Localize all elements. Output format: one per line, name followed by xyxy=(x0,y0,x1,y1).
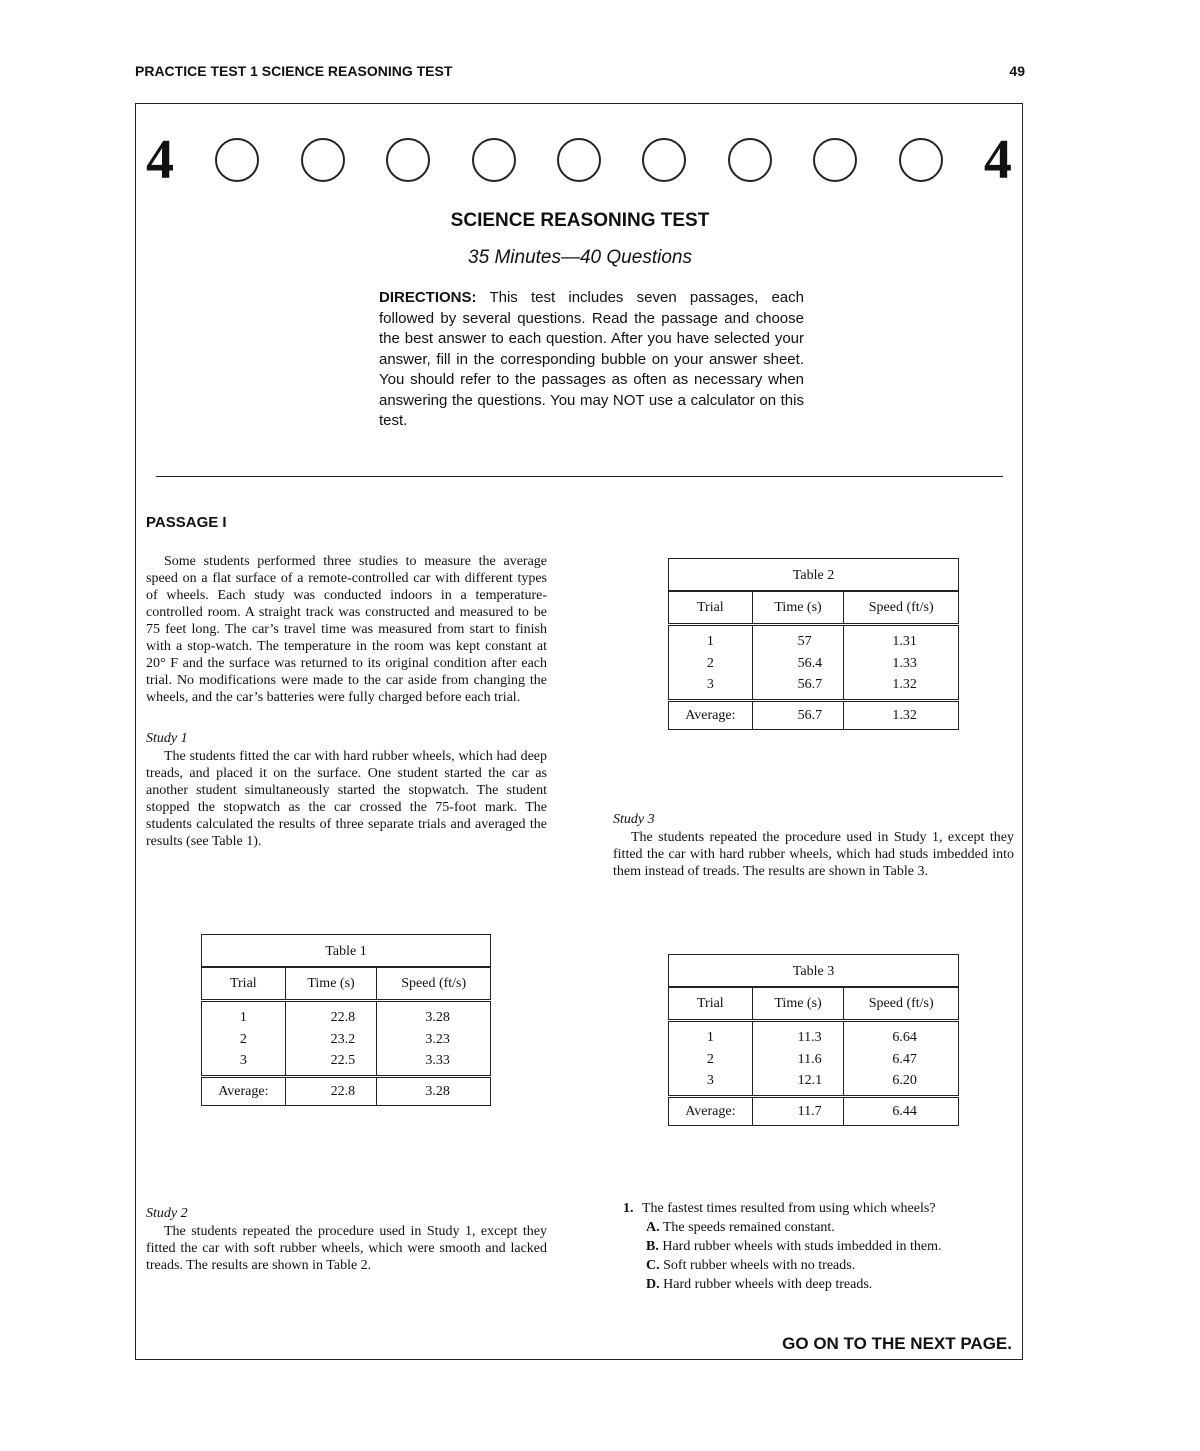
circle-icon xyxy=(472,138,516,182)
directions-text: This test includes seven passages, each followed by several questions. Read the passage and choose the best answer to each question. After you have selected your answer, fill in the corresponding bubble on your answer sheet. You should refer to the passages as often as necessary when answering the questions. You may NOT use a calculator on this test. xyxy=(379,289,804,429)
section-number-right: 4 xyxy=(983,129,1012,191)
table-row xyxy=(669,1071,959,1097)
speed-cell: 1.32 xyxy=(844,675,959,701)
speed-cell: 6.64 xyxy=(844,1021,959,1049)
average-label: Average: xyxy=(669,1097,753,1126)
column-header-speed: Speed (ft/s) xyxy=(844,988,959,1021)
directions xyxy=(379,288,804,432)
option-text: Hard rubber wheels with studs imbedded in them. xyxy=(662,1239,942,1254)
average-time: 11.7 xyxy=(752,1097,844,1126)
circle-icon xyxy=(301,138,345,182)
answer-option-c[interactable] xyxy=(623,1256,1023,1275)
circle-icon xyxy=(557,138,601,182)
go-on-footer: GO ON TO THE NEXT PAGE. xyxy=(782,1334,1012,1353)
circle-icon xyxy=(813,138,857,182)
time-cell: 57 xyxy=(752,625,844,653)
table-2 xyxy=(668,558,959,730)
option-text: Soft rubber wheels with no treads. xyxy=(663,1258,856,1273)
trial-cell: 1 xyxy=(669,625,753,653)
table-row xyxy=(669,675,959,701)
speed-cell: 1.33 xyxy=(844,653,959,675)
time-cell: 56.4 xyxy=(752,653,844,675)
table-row xyxy=(202,1051,491,1077)
circle-icon xyxy=(728,138,772,182)
table-1-caption: Table 1 xyxy=(201,934,491,967)
option-text: Hard rubber wheels with deep treads. xyxy=(663,1277,873,1292)
option-text: The speeds remained constant. xyxy=(662,1220,835,1235)
average-label: Average: xyxy=(202,1077,286,1106)
study3-text: The students repeated the procedure used in Study 1, except they fitted the car with hard rubber wheels, which had studs imbedded into them instead of treads. The results are shown in Table 3. xyxy=(613,830,1014,879)
time-cell: 11.3 xyxy=(752,1021,844,1049)
trial-cell: 3 xyxy=(669,675,753,701)
table-row xyxy=(669,625,959,653)
time-cell: 22.5 xyxy=(285,1051,377,1077)
answer-option-d[interactable] xyxy=(623,1275,1023,1294)
question-1 xyxy=(623,1199,1023,1294)
table-1 xyxy=(201,934,491,1106)
page-number: 49 xyxy=(1009,63,1025,79)
column-header-time: Time (s) xyxy=(752,988,844,1021)
question-number: 1. xyxy=(623,1201,634,1216)
time-cell: 11.6 xyxy=(752,1049,844,1071)
table-3-caption: Table 3 xyxy=(668,954,959,987)
average-speed: 3.28 xyxy=(377,1077,491,1106)
running-head xyxy=(135,63,1025,79)
average-row xyxy=(202,1077,491,1106)
speed-cell: 6.20 xyxy=(844,1071,959,1097)
circle-icon xyxy=(642,138,686,182)
table-3 xyxy=(668,954,959,1126)
speed-cell: 3.23 xyxy=(377,1029,491,1051)
table-row xyxy=(202,1001,491,1029)
section-header xyxy=(146,130,1012,190)
option-letter: D. xyxy=(646,1277,660,1292)
study2-text: The students repeated the procedure used in Study 1, except they fitted the car with soft rubber wheels, which were smooth and lacked treads. The results are shown in Table 2. xyxy=(146,1224,547,1273)
running-head-title: PRACTICE TEST 1 SCIENCE REASONING TEST xyxy=(135,63,453,79)
trial-cell: 1 xyxy=(669,1021,753,1049)
column-header-speed: Speed (ft/s) xyxy=(377,968,491,1001)
table-row xyxy=(669,1049,959,1071)
speed-cell: 3.28 xyxy=(377,1001,491,1029)
question-stem: The fastest times resulted from using which wheels? xyxy=(642,1201,936,1216)
trial-cell: 3 xyxy=(202,1051,286,1077)
time-cell: 23.2 xyxy=(285,1029,377,1051)
table-row xyxy=(669,1021,959,1049)
column-header-speed: Speed (ft/s) xyxy=(844,592,959,625)
trial-cell: 2 xyxy=(669,1049,753,1071)
option-letter: C. xyxy=(646,1258,660,1273)
circle-icon xyxy=(215,138,259,182)
table-2-caption: Table 2 xyxy=(668,558,959,591)
time-cell: 22.8 xyxy=(285,1001,377,1029)
test-page-frame xyxy=(135,103,1023,1360)
time-cell: 56.7 xyxy=(752,675,844,701)
section-number-left: 4 xyxy=(146,129,174,191)
average-time: 56.7 xyxy=(752,701,844,730)
test-title: SCIENCE REASONING TEST xyxy=(450,210,710,231)
study1-text: The students fitted the car with hard rubber wheels, which had deep treads, and placed it on the surface. One student started the car as another student simultaneously started the stopwatch. The student stopped the stopwatch as the car crossed the 75-foot mark. The students calculated the results of three separate trials and averaged the results (see Table 1). xyxy=(146,749,547,849)
passage-title: PASSAGE I xyxy=(146,514,227,531)
circle-icon xyxy=(899,138,943,182)
answer-option-a[interactable] xyxy=(623,1218,1023,1237)
option-letter: B. xyxy=(646,1239,659,1254)
trial-cell: 3 xyxy=(669,1071,753,1097)
study1-heading: Study 1 xyxy=(146,731,188,746)
column-header-trial: Trial xyxy=(669,988,753,1021)
average-speed: 1.32 xyxy=(844,701,959,730)
trial-cell: 2 xyxy=(202,1029,286,1051)
trial-cell: 1 xyxy=(202,1001,286,1029)
test-subtitle: 35 Minutes—40 Questions xyxy=(468,247,692,268)
average-time: 22.8 xyxy=(285,1077,377,1106)
table-row xyxy=(669,653,959,675)
study2-block xyxy=(146,1205,547,1274)
average-row xyxy=(669,701,959,730)
column-header-time: Time (s) xyxy=(752,592,844,625)
study3-block xyxy=(613,811,1014,880)
option-letter: A. xyxy=(646,1220,660,1235)
circle-icon xyxy=(386,138,430,182)
speed-cell: 1.31 xyxy=(844,625,959,653)
column-header-trial: Trial xyxy=(669,592,753,625)
speed-cell: 3.33 xyxy=(377,1051,491,1077)
passage-intro: Some students performed three studies to measure the average speed on a flat surface of a remote-controlled car with different types of wheels. Each study was conducted indoors in a temperature-controlled room. A straight track was constructed and measured to be 75 feet long. The car’s travel time was measured from start to finish with a stop-watch. The temperature in the room was kept constant at 20° F and the surface was returned to its original condition after each trial. No modifications were made to the car aside from changing the wheels, and the car’s batteries were fully charged before each trial. xyxy=(146,554,547,705)
average-speed: 6.44 xyxy=(844,1097,959,1126)
answer-option-b[interactable] xyxy=(623,1237,1023,1256)
column-header-trial: Trial xyxy=(202,968,286,1001)
section-divider xyxy=(156,476,1003,477)
table-row xyxy=(202,1029,491,1051)
directions-label: DIRECTIONS: xyxy=(379,289,477,306)
trial-cell: 2 xyxy=(669,653,753,675)
column-header-time: Time (s) xyxy=(285,968,377,1001)
speed-cell: 6.47 xyxy=(844,1049,959,1071)
average-row xyxy=(669,1097,959,1126)
average-label: Average: xyxy=(669,701,753,730)
time-cell: 12.1 xyxy=(752,1071,844,1097)
study2-heading: Study 2 xyxy=(146,1206,188,1221)
study3-heading: Study 3 xyxy=(613,812,655,827)
passage-intro-block xyxy=(146,553,547,850)
